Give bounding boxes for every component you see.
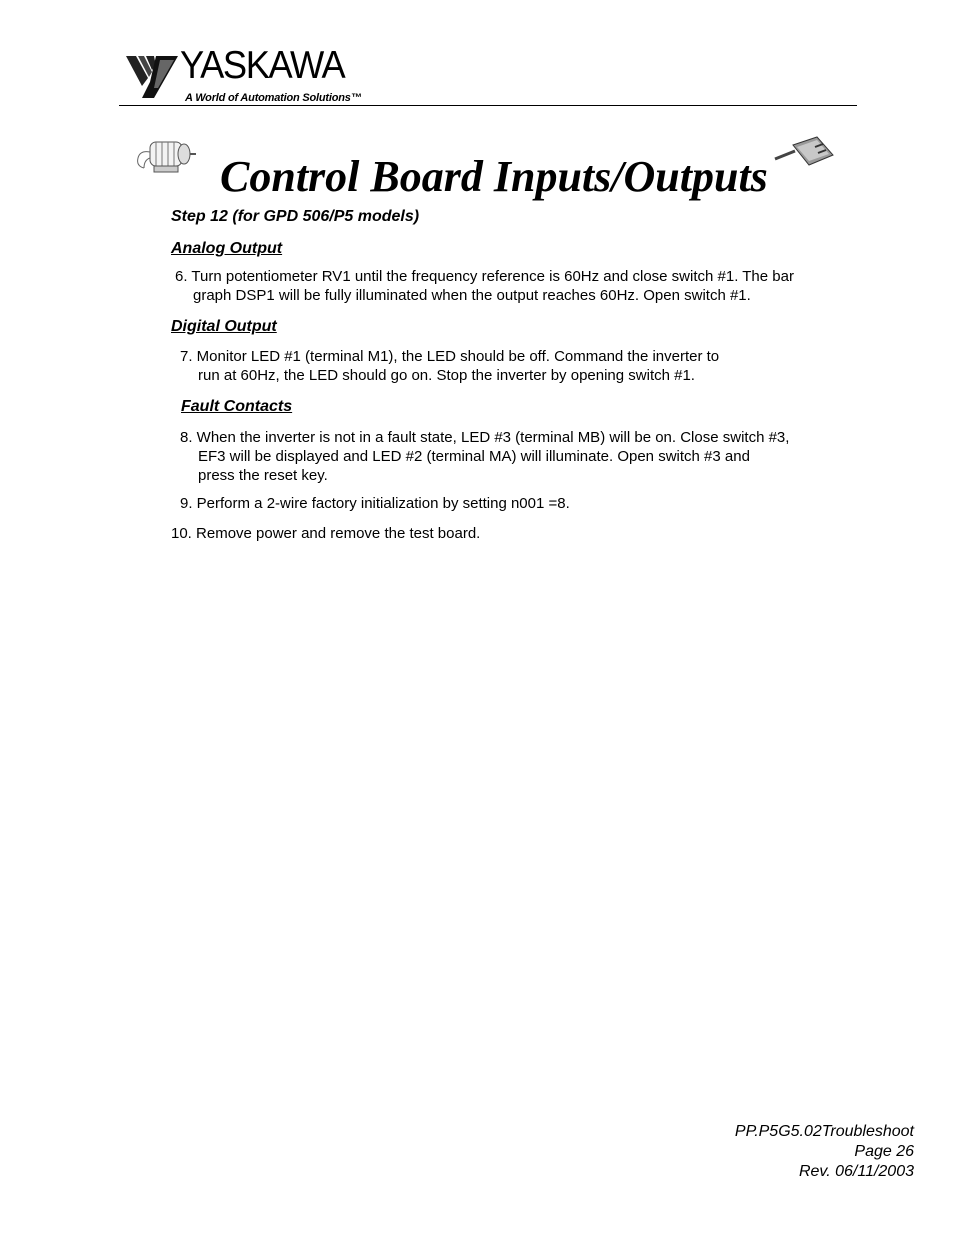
list-item-8-line-3: press the reset key. [198, 467, 328, 484]
logo-wordmark: YASKAWA [180, 44, 345, 87]
header-divider [119, 105, 857, 106]
list-item-6-line-1: 6. Turn potentiometer RV1 until the frequency reference is 60Hz and close switch #1. The bar [175, 268, 794, 285]
list-item-6-line-2: graph DSP1 will be fully illuminated when the output reaches 60Hz. Open switch #1. [193, 287, 751, 304]
footer-revision: Rev. 06/11/2003 [798, 1163, 914, 1180]
logo-tagline: A World of Automation Solutions™ [185, 92, 362, 104]
section-heading-digital-output: Digital Output [171, 318, 277, 335]
page-title: Control Board Inputs/Outputs [220, 152, 768, 201]
footer-page-number: Page 26 [854, 1143, 914, 1160]
list-item-8-line-1: 8. When the inverter is not in a fault state, LED #3 (terminal MB) will be on. Close switch #3, [180, 429, 790, 446]
list-item-7-line-2: run at 60Hz, the LED should go on. Stop the inverter by opening switch #1. [198, 367, 695, 384]
list-item-8-line-2: EF3 will be displayed and LED #2 (terminal MA) will illuminate. Open switch #3 and [198, 448, 750, 465]
section-heading-fault-contacts: Fault Contacts [181, 398, 293, 415]
motor-icon [136, 132, 196, 185]
section-heading-analog-output: Analog Output [171, 240, 283, 257]
list-item-10: 10. Remove power and remove the test board. [171, 525, 481, 542]
footer-doc-id: PP.P5G5.02Troubleshoot [734, 1123, 914, 1140]
plug-icon [773, 133, 837, 174]
list-item-7-line-1: 7. Monitor LED #1 (terminal M1), the LED should be off. Command the inverter to [180, 348, 720, 365]
yaskawa-logo-icon [124, 52, 180, 105]
step-heading: Step 12 (for GPD 506/P5 models) [171, 208, 420, 225]
list-item-9: 9. Perform a 2-wire factory initialization by setting n001 =8. [180, 495, 570, 512]
